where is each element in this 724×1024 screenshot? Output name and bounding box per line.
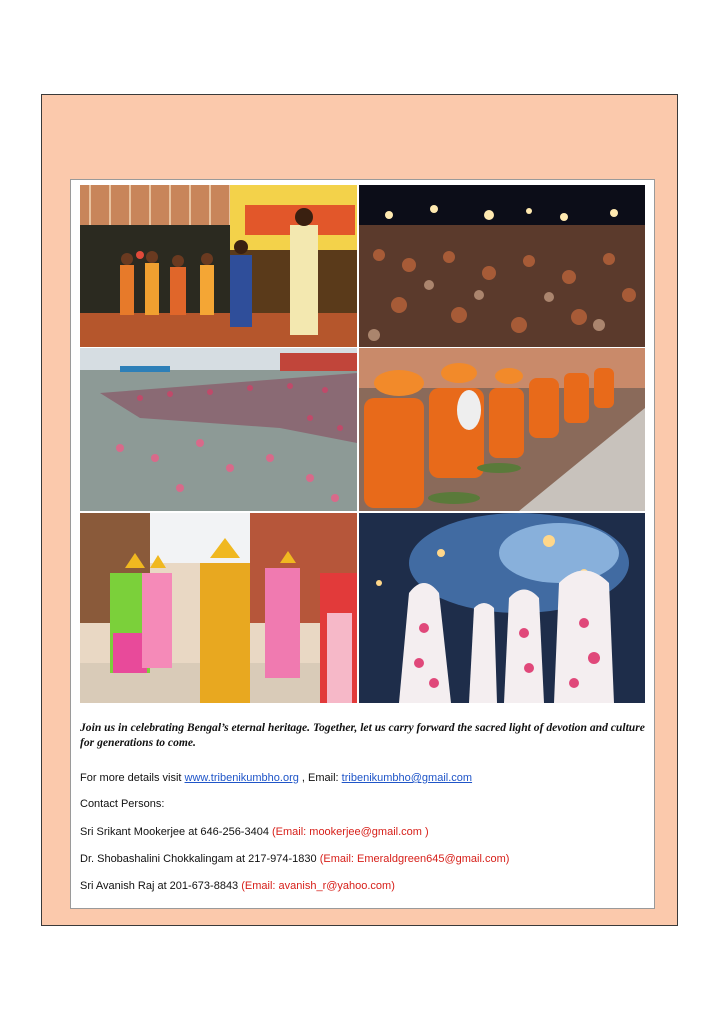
contact-line xyxy=(80,826,429,838)
contact-email: (Email: mookerjee@gmail.com ) xyxy=(272,826,429,838)
tagline-text: Join us in celebrating Bengal’s eternal heritage. Together, let us carry forward the sacred light of devotion and culture for generations to come. xyxy=(80,721,645,749)
contacts-heading: Contact Persons: xyxy=(80,798,165,810)
stage-performance-photo xyxy=(80,185,357,347)
contact-email: (Email: avanish_r@yahoo.com) xyxy=(241,880,395,892)
website-link[interactable]: www.tribenikumbho.org xyxy=(184,772,299,784)
email-link[interactable]: tribenikumbho@gmail.com xyxy=(341,772,473,784)
contact-line xyxy=(80,853,509,865)
river-bathing-photo xyxy=(80,348,357,511)
contact-name: Sri Srikant Mookerjee at 646-256-3404 xyxy=(80,826,272,838)
flyer-frame xyxy=(41,94,678,926)
contact-line xyxy=(80,880,395,892)
details-line xyxy=(80,772,472,784)
crowd-night-gathering-photo xyxy=(359,185,645,347)
details-prefix: For more details visit xyxy=(80,772,185,784)
contact-name: Dr. Shobashalini Chokkalingam at 217-974-1830 xyxy=(80,853,320,865)
contact-name: Sri Avanish Raj at 201-673-8843 xyxy=(80,880,242,892)
flyer-card xyxy=(70,179,655,909)
sadhus-meal-photo xyxy=(359,348,645,511)
chhau-dance-procession-photo xyxy=(80,513,357,703)
details-separator: , Email: xyxy=(298,772,342,784)
contact-email: (Email: Emeraldgreen645@gmail.com) xyxy=(319,853,510,865)
flyer-text-area xyxy=(80,720,648,892)
aarti-ritual-photo xyxy=(359,513,645,703)
